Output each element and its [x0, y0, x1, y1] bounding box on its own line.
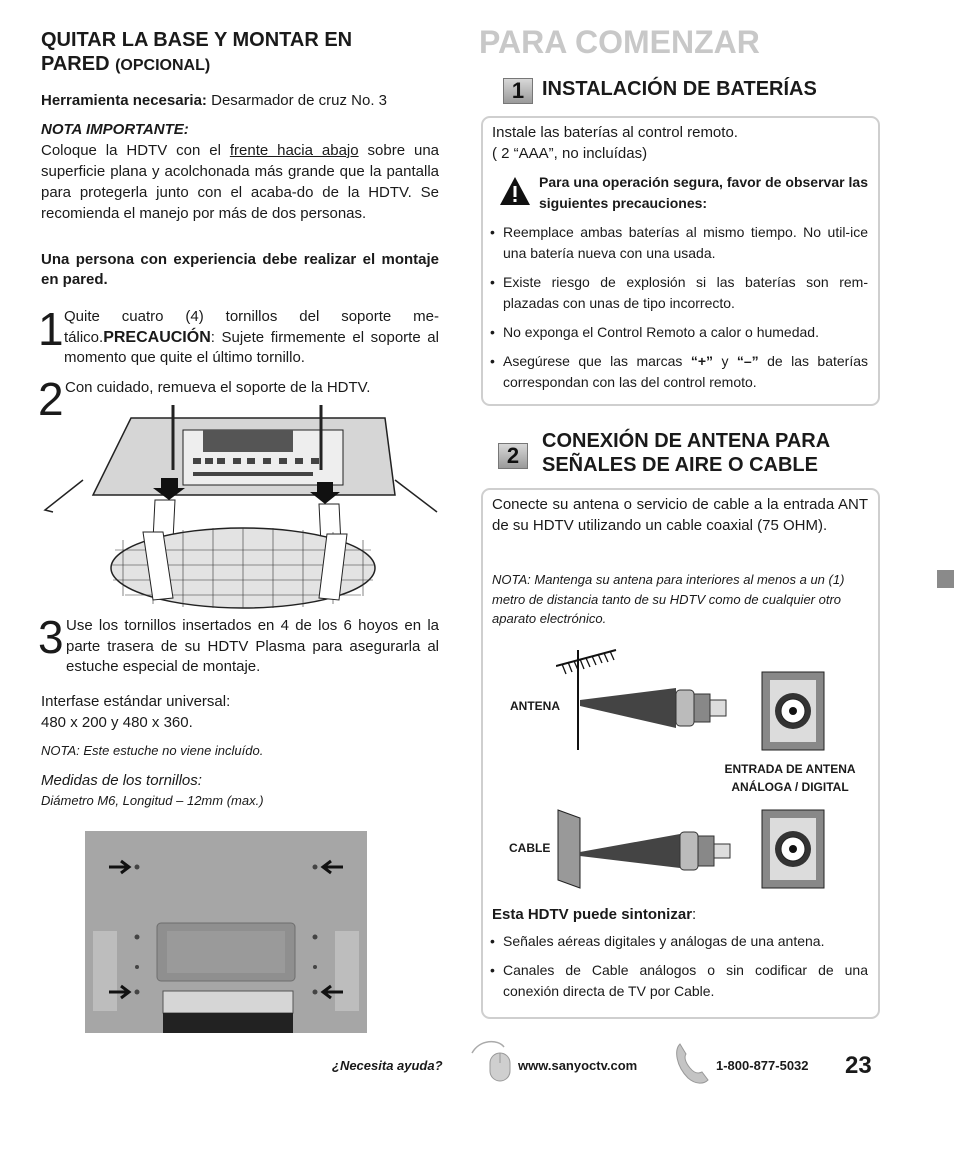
- b4-mid: y: [721, 353, 729, 369]
- footer-website[interactable]: www.sanyoctv.com: [518, 1058, 638, 1073]
- title-line1: QUITAR LA BASE Y MONTAR EN: [41, 29, 353, 51]
- stand-removal-illustration: [43, 400, 439, 610]
- page-number: 23: [845, 1052, 872, 1079]
- title-line2: PARED: [41, 53, 110, 75]
- left-nota-prefix: NOTA: [41, 743, 77, 758]
- step2-number: 2: [38, 373, 64, 425]
- b4-post: de las baterías correspondan con las del control remoto.: [503, 353, 869, 390]
- experience-note: Una persona con experiencia debe realizar el montaje en pared.: [41, 251, 439, 288]
- screws-label-text: Medidas de los tornillos: [41, 772, 198, 789]
- antena-label: ANTENA: [510, 699, 560, 713]
- antenna-nota: [492, 570, 868, 629]
- note-body: [41, 140, 439, 224]
- cable-connection-diagram: [556, 806, 826, 892]
- battery-bullet-2: • Existe riesgo de explosión si las baterías son rem-plazadas con unas de tipo incorrecto.: [490, 274, 868, 311]
- phone-icon: [672, 1040, 712, 1086]
- section2-title: [542, 429, 830, 477]
- step1-text: [64, 307, 439, 369]
- left-nota-text: : Este estuche no viene incluído.: [76, 743, 264, 758]
- antenna-connection-diagram: [556, 640, 826, 760]
- tune-label: Esta HDTV puede sintonizar:: [492, 906, 697, 923]
- mouse-icon: [468, 1037, 514, 1083]
- tool-value: Desarmador de cruz No. 3: [211, 92, 388, 109]
- b4-pre: Asegúrese que las marcas: [503, 353, 683, 369]
- input-label: [700, 760, 880, 796]
- warning-icon: [499, 175, 531, 207]
- screws-label: Medidas de los tornillos:: [41, 772, 202, 789]
- tv-back-holes-illustration: [85, 831, 367, 1033]
- b4-minus: “–”: [736, 353, 759, 369]
- step1-post: : Sujete firmemente el soporte al momento que quite el último tornillo.: [64, 328, 439, 366]
- step1-number: 1: [38, 303, 64, 355]
- section2-title-line1: CONEXIÓN DE ANTENA PARA: [542, 430, 831, 452]
- battery-line1: Instale las baterías al control remoto.: [492, 124, 738, 141]
- step-badge-1: 1: [503, 78, 533, 104]
- section-title-wall-mount: [41, 28, 441, 78]
- interface-sizes: 480 x 200 y 480 x 360.: [41, 714, 193, 731]
- section2-title-line2: SEÑALES DE AIRE O CABLE: [542, 454, 818, 476]
- section1-title: INSTALACIÓN DE BATERÍAS: [542, 78, 817, 100]
- step-badge-2: 2: [498, 443, 528, 469]
- interface-label: Interfase estándar universal:: [41, 693, 231, 710]
- step1-pre: Quite cuatro (4) tornillos del soporte me-tálico.: [64, 308, 439, 346]
- cable-label: CABLE: [509, 841, 551, 855]
- step3-text: Use los tornillos insertados en 4 de los 6 hoyos en la parte trasera de su HDTV Plasma para asegurarla al estuche especial de montaje.: [66, 617, 439, 675]
- footer-phone: 1-800-877-5032: [716, 1058, 809, 1073]
- step3-number: 3: [38, 611, 64, 663]
- tool-label: Herramienta necesaria:: [41, 92, 207, 109]
- antenna-nota-prefix: NOTA: [492, 572, 528, 587]
- title-suffix: (OPCIONAL): [115, 57, 211, 74]
- screws-value: Diámetro M6, Longitud – 12mm (max.): [41, 793, 264, 808]
- antenna-intro: Conecte su antena o servicio de cable a la entrada ANT de su HDTV utilizando un cable coaxial (75 OHM).: [492, 496, 868, 534]
- battery-bullet-1: • Reemplace ambas baterías al mismo tiempo. No util-ice una batería nueva con una usada.: [490, 224, 868, 261]
- battery-bullet-3: • No exponga el Control Remoto a calor o humedad.: [490, 324, 819, 340]
- battery-line2: ( 2 “AAA”, no incluídas): [492, 145, 648, 162]
- input-label-line1: ENTRADA DE ANTENA: [724, 762, 856, 776]
- warning-text: Para una operación segura, favor de observar las siguientes precauciones:: [539, 174, 868, 211]
- tune-bullet-2: • Canales de Cable análogos o sin codificar de una conexión directa de TV por Cable.: [490, 962, 868, 999]
- antenna-nota-text: : Mantenga su antena para interiores al menos a un (1) metro de distancia tanto de su HDTV como de cualquier otro aparato electrónico.: [492, 572, 845, 626]
- battery-bullet-4: • Asegúrese que las marcas “+” y “–” de las baterías correspondan con las del control remoto.: [490, 353, 869, 390]
- footer-help: ¿Necesita ayuda?: [332, 1058, 443, 1073]
- tune-bullet-1: • Señales aéreas digitales y análogas de una antena.: [490, 933, 825, 949]
- left-nota: [41, 743, 263, 758]
- note-underlined: frente hacia abajo: [229, 142, 359, 159]
- tool-required: [41, 91, 441, 112]
- side-tab-marker: [937, 570, 954, 588]
- note-pre: Coloque la HDTV con el: [41, 142, 221, 159]
- note-heading: NOTA IMPORTANTE:: [41, 121, 189, 138]
- step1-caution: PRECAUCIÓN: [103, 328, 211, 346]
- step2-text: Con cuidado, remueva el soporte de la HDTV.: [65, 379, 371, 396]
- note-post: sobre una superficie plana y acolchonada más grande que la pantalla para protegerla junto con el acaba-do de la HDTV. Se recomienda el manejo por más de dos personas.: [41, 142, 439, 222]
- input-label-line2: ANÁLOGA / DIGITAL: [731, 780, 849, 794]
- tune-label-text: Esta HDTV puede sintonizar: [492, 906, 693, 923]
- page-title: PARA COMENZAR: [479, 24, 760, 60]
- b4-plus: “+”: [690, 353, 713, 369]
